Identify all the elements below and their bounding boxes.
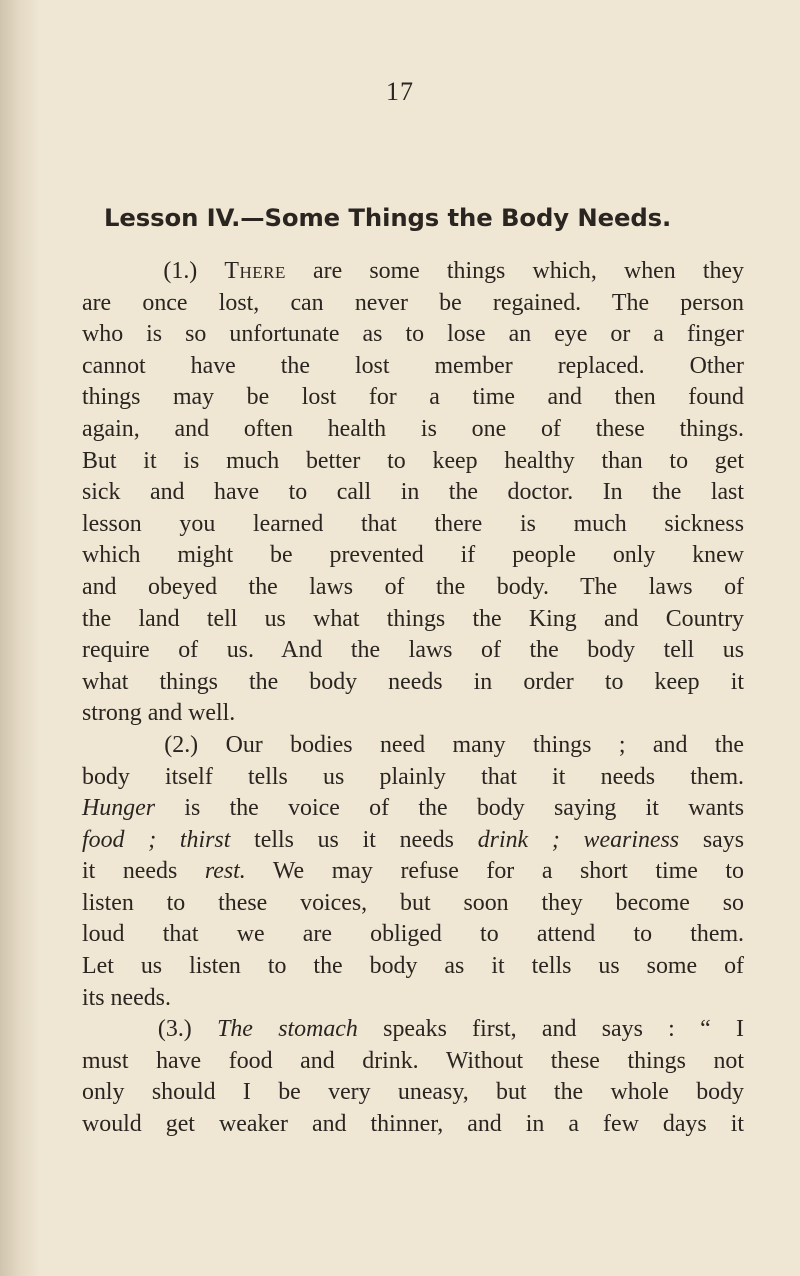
paragraph-1-line-9: lesson you learned that there is much sickness (82, 510, 744, 537)
paragraph-3-line-2: must have food and drink. Without these things not (82, 1047, 744, 1074)
italic-term-weariness: weariness (583, 826, 680, 853)
paragraph-2-line-5 (82, 856, 744, 888)
text-fragment: speaks first, and says : “ I (383, 1016, 744, 1043)
paragraph-2-line-4 (82, 825, 744, 857)
paragraph-2-line-9: its needs. (82, 984, 171, 1011)
paragraph-1-line-11: and obeyed the laws of the body. The laws of (82, 573, 744, 600)
text-line: Our bodies need many things ; and the (225, 731, 744, 758)
lesson-body (82, 256, 744, 1141)
paragraph-1-line-1 (82, 256, 744, 288)
paragraph-1-line-3: who is so unfortunate as to lose an eye or a finger (82, 321, 744, 348)
paragraph-2-line-2: body itself tells us plainly that it needs them. (82, 763, 744, 790)
text-fragment: it needs (82, 858, 178, 885)
paragraph-1-line-2: are once lost, can never be regained. The person (82, 289, 744, 316)
text-line: are some things which, when they (313, 258, 744, 284)
lesson-heading: Lesson IV.—Some Things the Body Needs. (104, 203, 672, 232)
paragraph-number: (1.) (163, 258, 198, 284)
paragraph-1-line-12: the land tell us what things the King and Country (82, 605, 744, 632)
paragraph-1-line-15: strong and well. (82, 700, 236, 727)
page-number: 17 (386, 77, 414, 106)
text-fragment: says (702, 826, 745, 853)
paragraph-1-line-4: cannot have the lost member replaced. Other (82, 352, 744, 379)
paragraph-1-line-7: But it is much better to keep healthy than to get (82, 447, 744, 474)
paragraph-1-line-13: require of us. And the laws of the body tell us (82, 637, 744, 664)
text-fragment: is the voice of the body saying it wants (184, 795, 744, 822)
text-fragment: We may refuse for a short time to (272, 858, 744, 885)
paragraph-2-line-1 (82, 730, 744, 762)
paragraph-1-line-14: what things the body needs in order to keep it (82, 668, 744, 695)
italic-term-thirst: thirst (179, 826, 231, 853)
italic-term-drink: drink ; (477, 826, 560, 853)
page-edge-shadow (0, 0, 40, 1276)
paragraph-2-line-3 (82, 793, 744, 825)
paragraph-1-line-5: things may be lost for a time and then found (82, 384, 744, 411)
text-fragment: tells us it needs (254, 826, 454, 853)
italic-term-rest: rest. (204, 858, 246, 885)
paragraph-3-line-3: only should I be very uneasy, but the whole body (82, 1079, 744, 1106)
paragraph-number: (2.) (164, 731, 199, 758)
lead-word: There (224, 258, 286, 284)
paragraph-3-line-4: would get weaker and thinner, and in a few days it (82, 1111, 744, 1138)
paragraph-1-line-8: sick and have to call in the doctor. In the last (82, 479, 744, 506)
italic-term-food: food ; (82, 826, 157, 853)
italic-term-hunger: Hunger (82, 795, 155, 822)
paragraph-1-line-6: again, and often health is one of these things. (82, 415, 744, 442)
italic-term-stomach: The stomach (217, 1016, 358, 1043)
paragraph-2-line-7: loud that we are obliged to attend to them. (82, 921, 744, 948)
paragraph-1-line-10: which might be prevented if people only knew (82, 542, 744, 569)
paragraph-number: (3.) (157, 1016, 192, 1043)
paragraph-2-line-6: listen to these voices, but soon they become so (82, 889, 744, 916)
paragraph-2-line-8: Let us listen to the body as it tells us some of (82, 953, 744, 980)
paragraph-3-line-1 (82, 1014, 744, 1046)
